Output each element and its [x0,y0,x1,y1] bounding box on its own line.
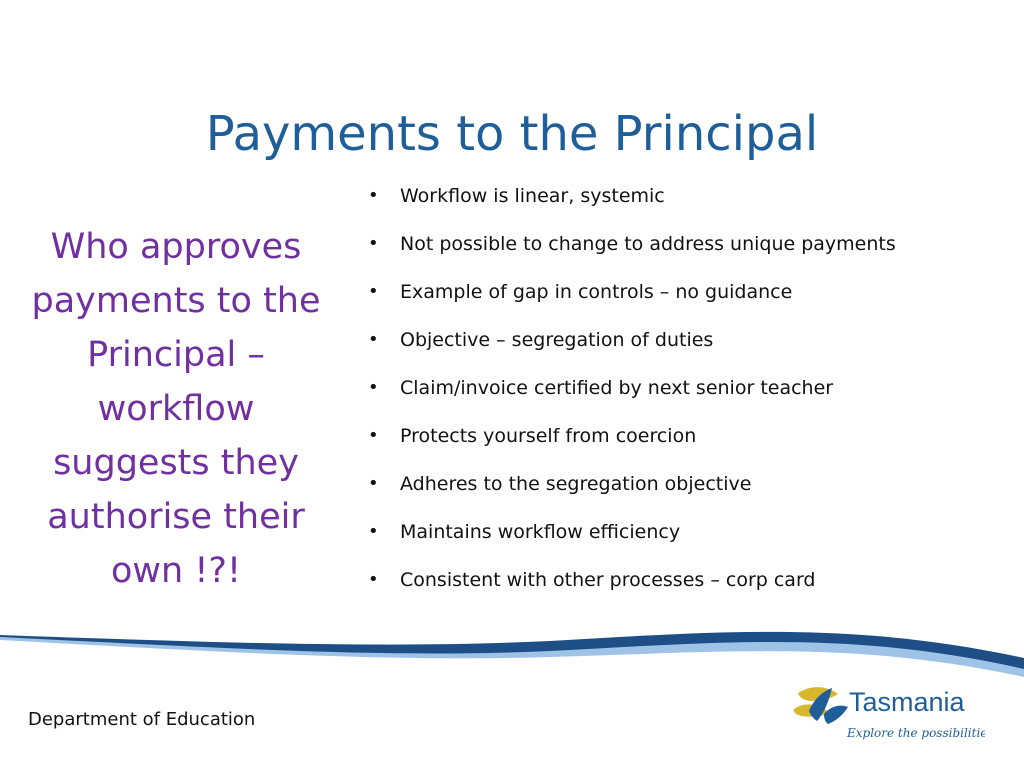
bullet-item [362,274,1012,322]
bullet-text: Objective – segregation of duties [400,329,714,351]
bullet-icon: • [368,281,379,302]
bullet-icon: • [368,521,379,542]
bullet-text: Consistent with other processes – corp card [400,569,816,591]
bullet-item [362,226,1012,274]
bullet-icon: • [368,329,379,350]
bullet-text: Maintains workflow efficiency [400,521,681,543]
bullet-item [362,466,1012,514]
bullet-icon: • [368,233,379,254]
bullet-item [362,370,1012,418]
bullet-item [362,418,1012,466]
bullet-item [362,322,1012,370]
bullet-list [362,178,1012,610]
bullet-text: Not possible to change to address unique payments [400,233,896,255]
bullet-icon: • [368,377,379,398]
bullet-icon: • [368,473,379,494]
bullet-icon: • [368,569,379,590]
swoosh-graphic [0,610,1024,680]
bullet-item [362,514,1012,562]
bullet-text: Adheres to the segregation objective [400,473,752,495]
bullet-icon: • [368,425,379,446]
logo-wordmark: Tasmania [849,687,965,717]
bullet-text: Protects yourself from coercion [400,425,697,447]
callout-question: Who approves payments to the Principal – workflow suggests they authorise their own !?! [31,227,321,591]
slide-title: Payments to the Principal [205,106,819,162]
bullet-text: Workflow is linear, systemic [400,185,665,207]
thylacine-emblem-icon [794,687,848,724]
tasmania-logo-graphic [790,673,985,755]
bullet-icon: • [368,185,379,206]
bullet-item [362,178,1012,226]
tasmania-logo [790,673,985,755]
bullet-text: Claim/invoice certified by next senior teacher [400,377,834,399]
bullet-item [362,562,1012,610]
decorative-swoosh [0,610,1024,680]
logo-tagline: Explore the possibilities [847,726,985,740]
department-label: Department of Education [28,709,256,730]
bullet-text: Example of gap in controls – no guidance [400,281,793,303]
